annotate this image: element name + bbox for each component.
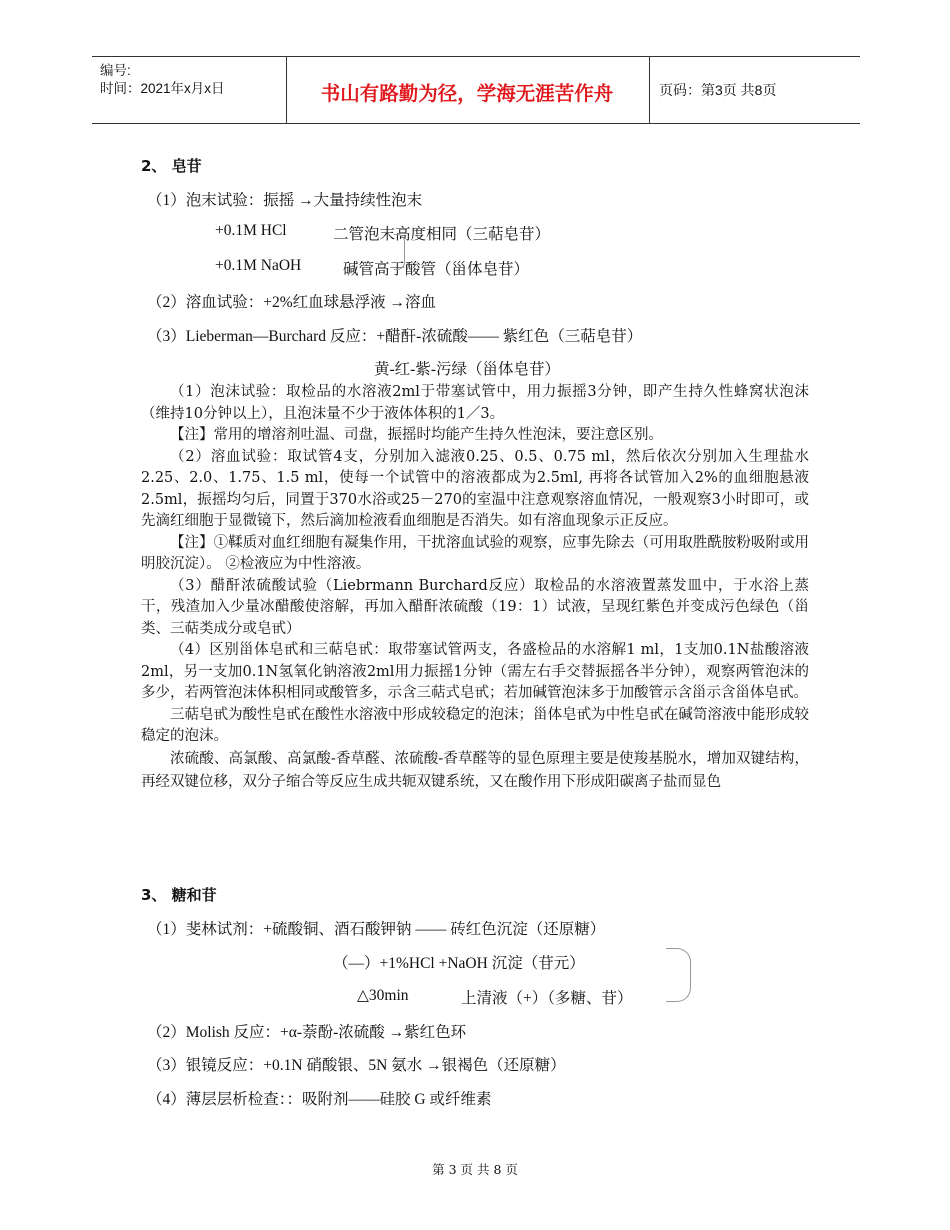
foam-hcl-reagent: +0.1M HCl <box>215 222 287 239</box>
tlc-line: （4）薄层层析检查：：吸附剂——硅胶 G 或纤维素 <box>147 1091 492 1108</box>
foam-naoh-reagent: +0.1M NaOH <box>215 257 302 274</box>
header-page-number: 页码：第3页 共8页 <box>659 82 777 98</box>
lieberman-steroid-result: 黄-红-紫-污绿（甾体皂苷） <box>374 361 560 378</box>
page-header <box>92 56 860 124</box>
brace-mark <box>394 234 405 270</box>
paragraph: （4）区别甾体皂甙和三萜皂甙：取带塞试管两支，各盛检品的水溶解1 ml，1支加0.1N盐酸溶液2ml，另一支加0.1N氢氧化钠溶液2ml用力振摇1分钟（需左右手交替振摇各半分钟），观察两管泡沫的多少，若两管泡沫体积相同或酸管多，示含三萜式皂甙；若加碱管泡沫多于加酸管示含甾示含甾体皂甙。 <box>141 642 809 701</box>
paragraph: （3）醋酐浓硫酸试验（Liebrmann Burchard反应）取检品的水溶液置蒸发皿中，于水浴上蒸干，残渣加入少量冰醋酸使溶解，再加入醋酐浓硫酸（19：1）试液，呈现红紫色并变成污色绿色（甾类、三萜类成分或皂甙） <box>141 577 809 637</box>
molish-line: （2）Molish 反应：+α-萘酚-浓硫酸 →紫红色环 <box>147 1024 467 1041</box>
foam-test-line: （1）泡末试验：振摇 →大量持续性泡末 <box>147 192 423 209</box>
fehling-supernatant: 上清液（+）（多糖、苷） <box>461 990 633 1007</box>
fehling-heating: △30min <box>357 987 409 1004</box>
paragraph: 【注】常用的增溶剂吐温、司盘，振摇时均能产生持久性泡沫，要注意区别。 <box>170 427 663 443</box>
foam-hcl-result: 二管泡末高度相同（三萜皂苷） <box>333 226 551 243</box>
silver-mirror-line: （3）银镜反应：+0.1N 硝酸银、5N 氨水 →银褐色（还原糖） <box>147 1057 566 1074</box>
serial-label: 编号: <box>100 63 131 78</box>
header-divider <box>649 57 650 123</box>
lieberman-line: （3）Lieberman—Burchard 反应：+醋酐-浓硫酸—— 紫红色（三萜皂苷） <box>147 328 643 345</box>
foam-naoh-result: 碱管高于酸管（甾体皂苷） <box>343 261 530 278</box>
header-motto: 书山有路勤为径，学海无涯苦作舟 <box>320 82 614 105</box>
hemolysis-line: （2）溶血试验：+2%红血球悬浮液 →溶血 <box>147 294 437 311</box>
fehling-negative-line: （—）+1%HCl +NaOH 沉淀（苷元） <box>333 955 585 972</box>
fehling-line: （1）斐林试剂：+硫酸铜、酒石酸钾钠 —— 砖红色沉淀（还原糖） <box>147 921 606 938</box>
paragraph: （1）泡沫试验：取检品的水溶液2ml于带塞试管中，用力振摇3分钟，即产生持久性蜂窝状泡沫（维持10分钟以上），且泡沫量不少于液体体积的1／3。 <box>141 384 809 422</box>
time-label: 时间：2021年x月x日 <box>100 81 225 96</box>
section-heading-sugars: 3、 糖和苷 <box>141 886 217 904</box>
paragraph: （2）溶血试验：取试管4支，分别加入滤液0.25、0.5、0.75 ml，然后依次分别加入生理盐水2.25、2.0、1.75、1.5 ml，使每一个试管中的溶液都成为2.5ml, 再将各试管加入2%的血细胞悬液2.5ml，振摇均匀后，同置于370水浴或25－270的室温中注意观察溶血情况，一般观察3小时即可，或先滴红细胞于显微镜下，然后滴加检液看血细胞是否消失。如有溶血现象示正反应。 <box>141 448 809 529</box>
saponin-notes <box>141 382 809 794</box>
header-meta <box>100 62 225 98</box>
section-heading-saponin: 2、 皂苷 <box>141 157 202 175</box>
page-footer: 第 3 页 共 8 页 <box>432 1162 518 1177</box>
paragraph: 三萜皂甙为酸性皂甙在酸性水溶液中形成较稳定的泡沫；甾体皂甙为中性皂甙在碱笥溶液中能形成较稳定的泡沫。 <box>141 706 809 744</box>
paragraph: 【注】①鞣质对血红细胞有凝集作用，干扰溶血试验的观察，应事先除去（可用取胜酰胺粉吸附或用明胶沉淀）。 ②检液应为中性溶液。 <box>141 534 809 572</box>
brace-mark <box>666 948 691 1002</box>
paragraph: 浓硫酸、高氯酸、高氯酸-香草醛、浓硫酸-香草醛等的显色原理主要是使羧基脱水，增加双键结构，再经双键位移，双分子缩合等反应生成共轭双键系统，又在酸作用下形成阳碳离子盐而显色 <box>141 750 809 790</box>
